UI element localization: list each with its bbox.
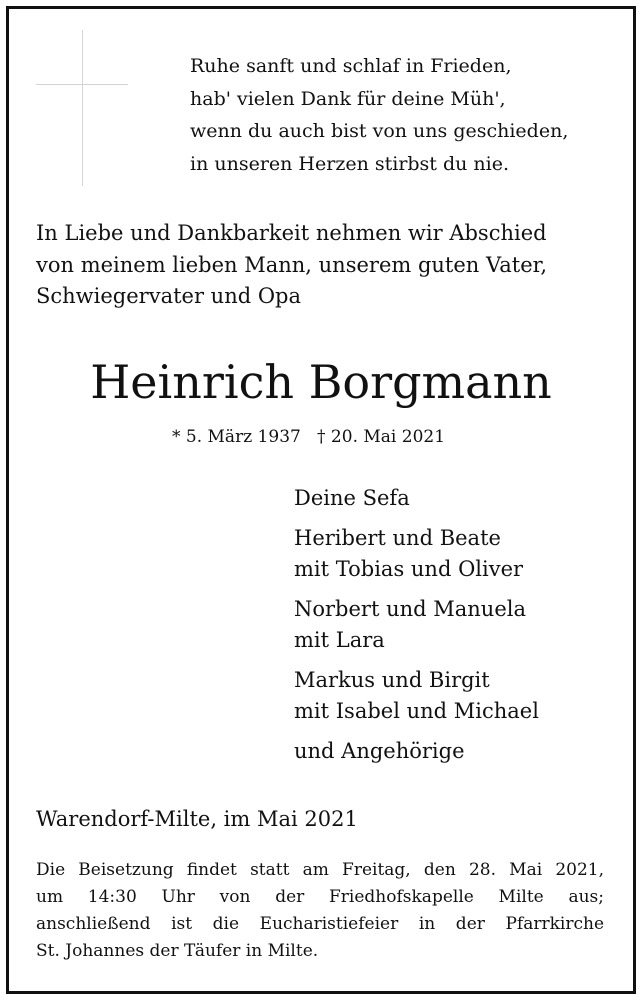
notice-line: um 14:30 Uhr von der Friedhofskapelle Milte aus;: [36, 887, 604, 907]
intro-line: von meinem lieben Mann, unserem guten Vater,: [36, 252, 548, 277]
mourner-line: und Angehörige: [294, 738, 465, 763]
mourner-group: [294, 523, 539, 586]
mourner-group: [294, 736, 539, 768]
mourner-group: [294, 594, 539, 657]
mourner-line: Heribert und Beate: [294, 525, 501, 550]
mourners-list: [294, 483, 539, 775]
notice-line: St. Johannes der Täufer in Milte.: [36, 941, 319, 961]
mourner-line: mit Tobias und Oliver: [294, 557, 524, 581]
cross-horizontal-bar: [36, 84, 128, 85]
poem-line: Ruhe sanft und schlaf in Frieden,: [190, 55, 512, 77]
poem-line: in unseren Herzen stirbst du nie.: [190, 152, 510, 175]
poem-line: wenn du auch bist von uns geschieden,: [190, 120, 569, 142]
intro-line: Schwiegervater und Opa: [36, 284, 302, 308]
mourner-line: Norbert und Manuela: [294, 596, 526, 621]
place-and-date: Warendorf-Milte, im Mai 2021: [36, 807, 358, 831]
cross-vertical-bar: [82, 30, 83, 186]
deceased-name: Heinrich Borgmann: [90, 355, 552, 409]
notice-line: Die Beisetzung findet statt am Freitag, den 28. Mai 2021,: [36, 860, 604, 880]
mourner-group: [294, 665, 539, 728]
intro-line: In Liebe und Dankbarkeit nehmen wir Abschied: [36, 221, 547, 245]
poem: [190, 50, 568, 180]
life-dates: * 5. März 1937 † 20. Mai 2021: [172, 427, 446, 447]
mourner-group: [294, 483, 539, 515]
mourner-line: Markus und Birgit: [294, 667, 490, 692]
funeral-notice: [36, 857, 604, 965]
farewell-intro: [36, 218, 547, 313]
notice-line: anschließend ist die Eucharistiefeier in der Pfarrkirche: [36, 914, 604, 934]
mourner-line: mit Isabel und Michael: [294, 699, 539, 723]
mourner-line: mit Lara: [294, 628, 385, 652]
mourner-line: Deine Sefa: [294, 486, 410, 510]
poem-line: hab' vielen Dank für deine Müh',: [190, 87, 506, 110]
